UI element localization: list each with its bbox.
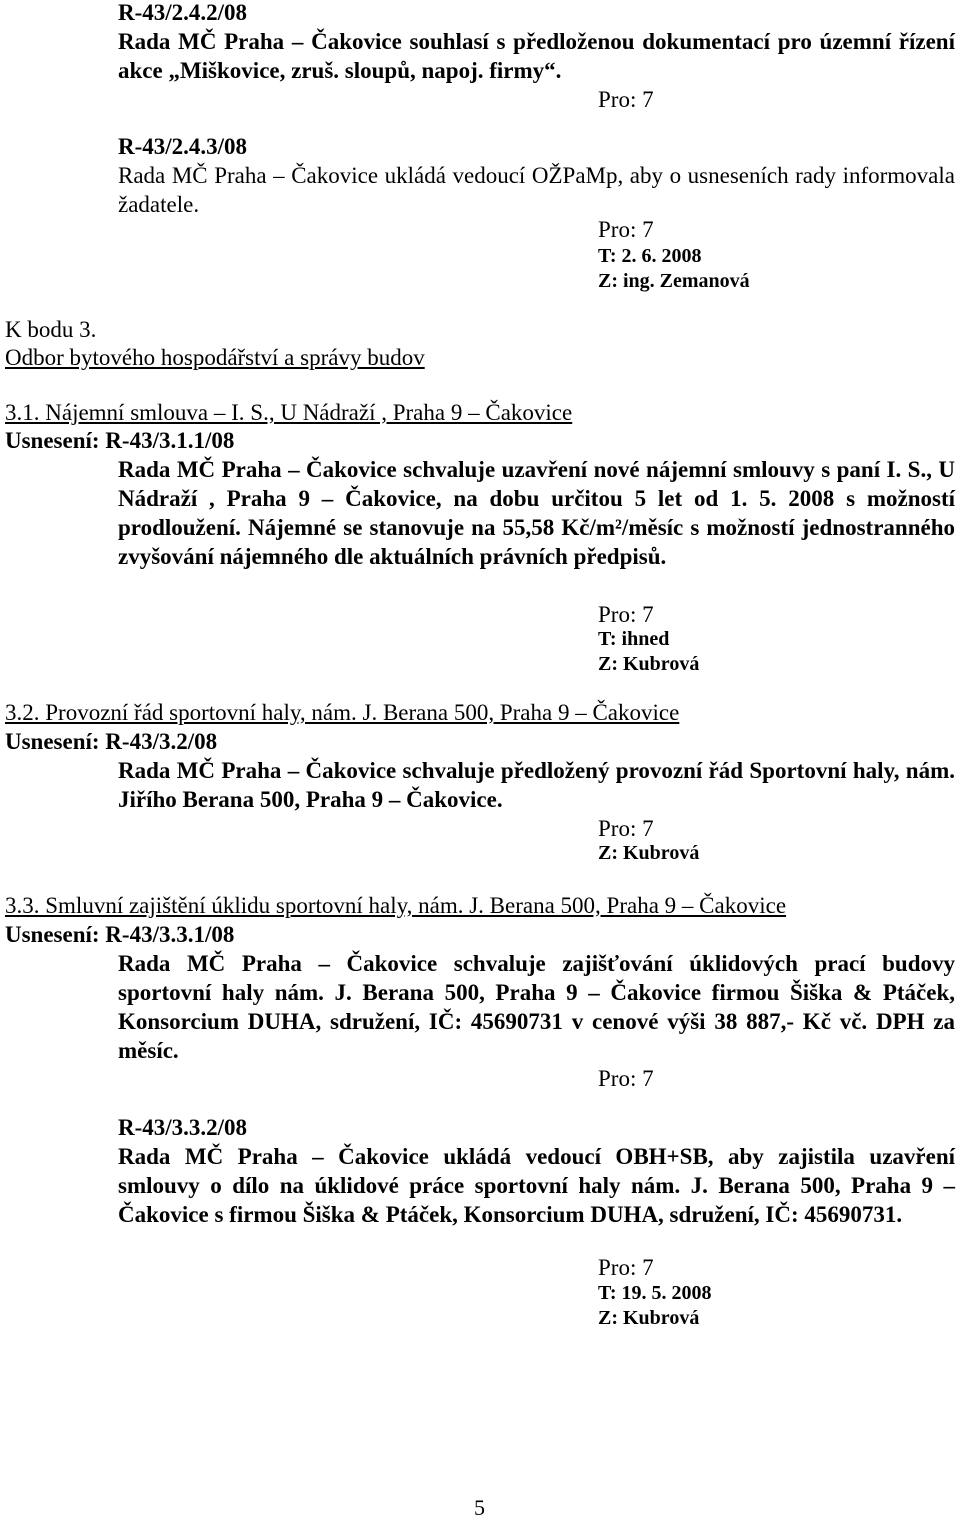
deadline: T: 19. 5. 2008 (598, 1282, 712, 1304)
resolution-number: Usnesení: R-43/3.1.1/08 (5, 428, 235, 453)
responsible-person: Z: Kubrová (598, 653, 700, 675)
resolution-ref: R-43/2.4.2/08 (118, 0, 248, 25)
resolution-number: Usnesení: R-43/3.2/08 (5, 729, 218, 754)
vote-count: Pro: 7 (598, 602, 654, 627)
responsible-person: Z: Kubrová (598, 842, 700, 864)
section-title: 3.2. Provozní řád sportovní haly, nám. J. Berana 500, Praha 9 – Čakovice (5, 700, 680, 725)
page-number: 5 (474, 1495, 485, 1520)
vote-count: Pro: 7 (598, 816, 654, 841)
resolution-text: Rada MČ Praha – Čakovice souhlasí s předloženou dokumentací pro územní řízení akce „Miškovice, zruš. sloupů, napoj. firmy“. (118, 29, 955, 83)
resolution-text: Rada MČ Praha – Čakovice schvaluje zajišťování úklidových prací budovy sportovní haly nám. J. Berana 500, Praha 9 – Čakovice firmou Šiška & Ptáček, Konsorcium DUHA, sdružení, IČ: 45690731 v cenové výši 38 887,- Kč vč. DPH za měsíc. (118, 951, 955, 1063)
resolution-ref: R-43/3.3.2/08 (118, 1115, 248, 1140)
vote-count: Pro: 7 (598, 87, 654, 112)
deadline: T: ihned (598, 628, 670, 650)
resolution-text: Rada MČ Praha – Čakovice ukládá vedoucí OŽPaMp, aby o usneseních rady informovala žadatele. (118, 163, 955, 217)
responsible-person: Z: Kubrová (598, 1307, 700, 1329)
agenda-item-heading: K bodu 3. (5, 317, 97, 342)
department-heading: Odbor bytového hospodářství a správy budov (5, 345, 425, 370)
resolution-ref: R-43/2.4.3/08 (118, 134, 248, 159)
resolution-text: Rada MČ Praha – Čakovice schvaluje uzavření nové nájemní smlouvy s paní I. S., U Nádraží , Praha 9 – Čakovice, na dobu určitou 5 let od 1. 5. 2008 s možností prodloužení. Nájemné se stanovuje na 55,58 Kč/m²/měsíc s možností jednostranného zvyšování nájemného dle aktuálních právních předpisů. (118, 457, 955, 569)
vote-count: Pro: 7 (598, 1066, 654, 1091)
resolution-number: Usnesení: R-43/3.3.1/08 (5, 922, 235, 947)
section-title: 3.3. Smluvní zajištění úklidu sportovní haly, nám. J. Berana 500, Praha 9 – Čakovice (5, 893, 787, 918)
responsible-person: Z: ing. Zemanová (598, 270, 750, 292)
section-title: 3.1. Nájemní smlouva – I. S., U Nádraží , Praha 9 – Čakovice (5, 400, 573, 425)
resolution-text: Rada MČ Praha – Čakovice schvaluje předložený provozní řád Sportovní haly, nám. Jiřího Berana 500, Praha 9 – Čakovice. (118, 758, 955, 812)
vote-count: Pro: 7 (598, 1255, 654, 1280)
deadline: T: 2. 6. 2008 (598, 245, 702, 267)
vote-count: Pro: 7 (598, 217, 654, 242)
resolution-text: Rada MČ Praha – Čakovice ukládá vedoucí OBH+SB, aby zajistila uzavření smlouvy o dílo na úklidové práce sportovní haly nám. J. Berana 500, Praha 9 – Čakovice s firmou Šiška & Ptáček, Konsorcium DUHA, sdružení, IČ: 45690731. (118, 1144, 955, 1227)
